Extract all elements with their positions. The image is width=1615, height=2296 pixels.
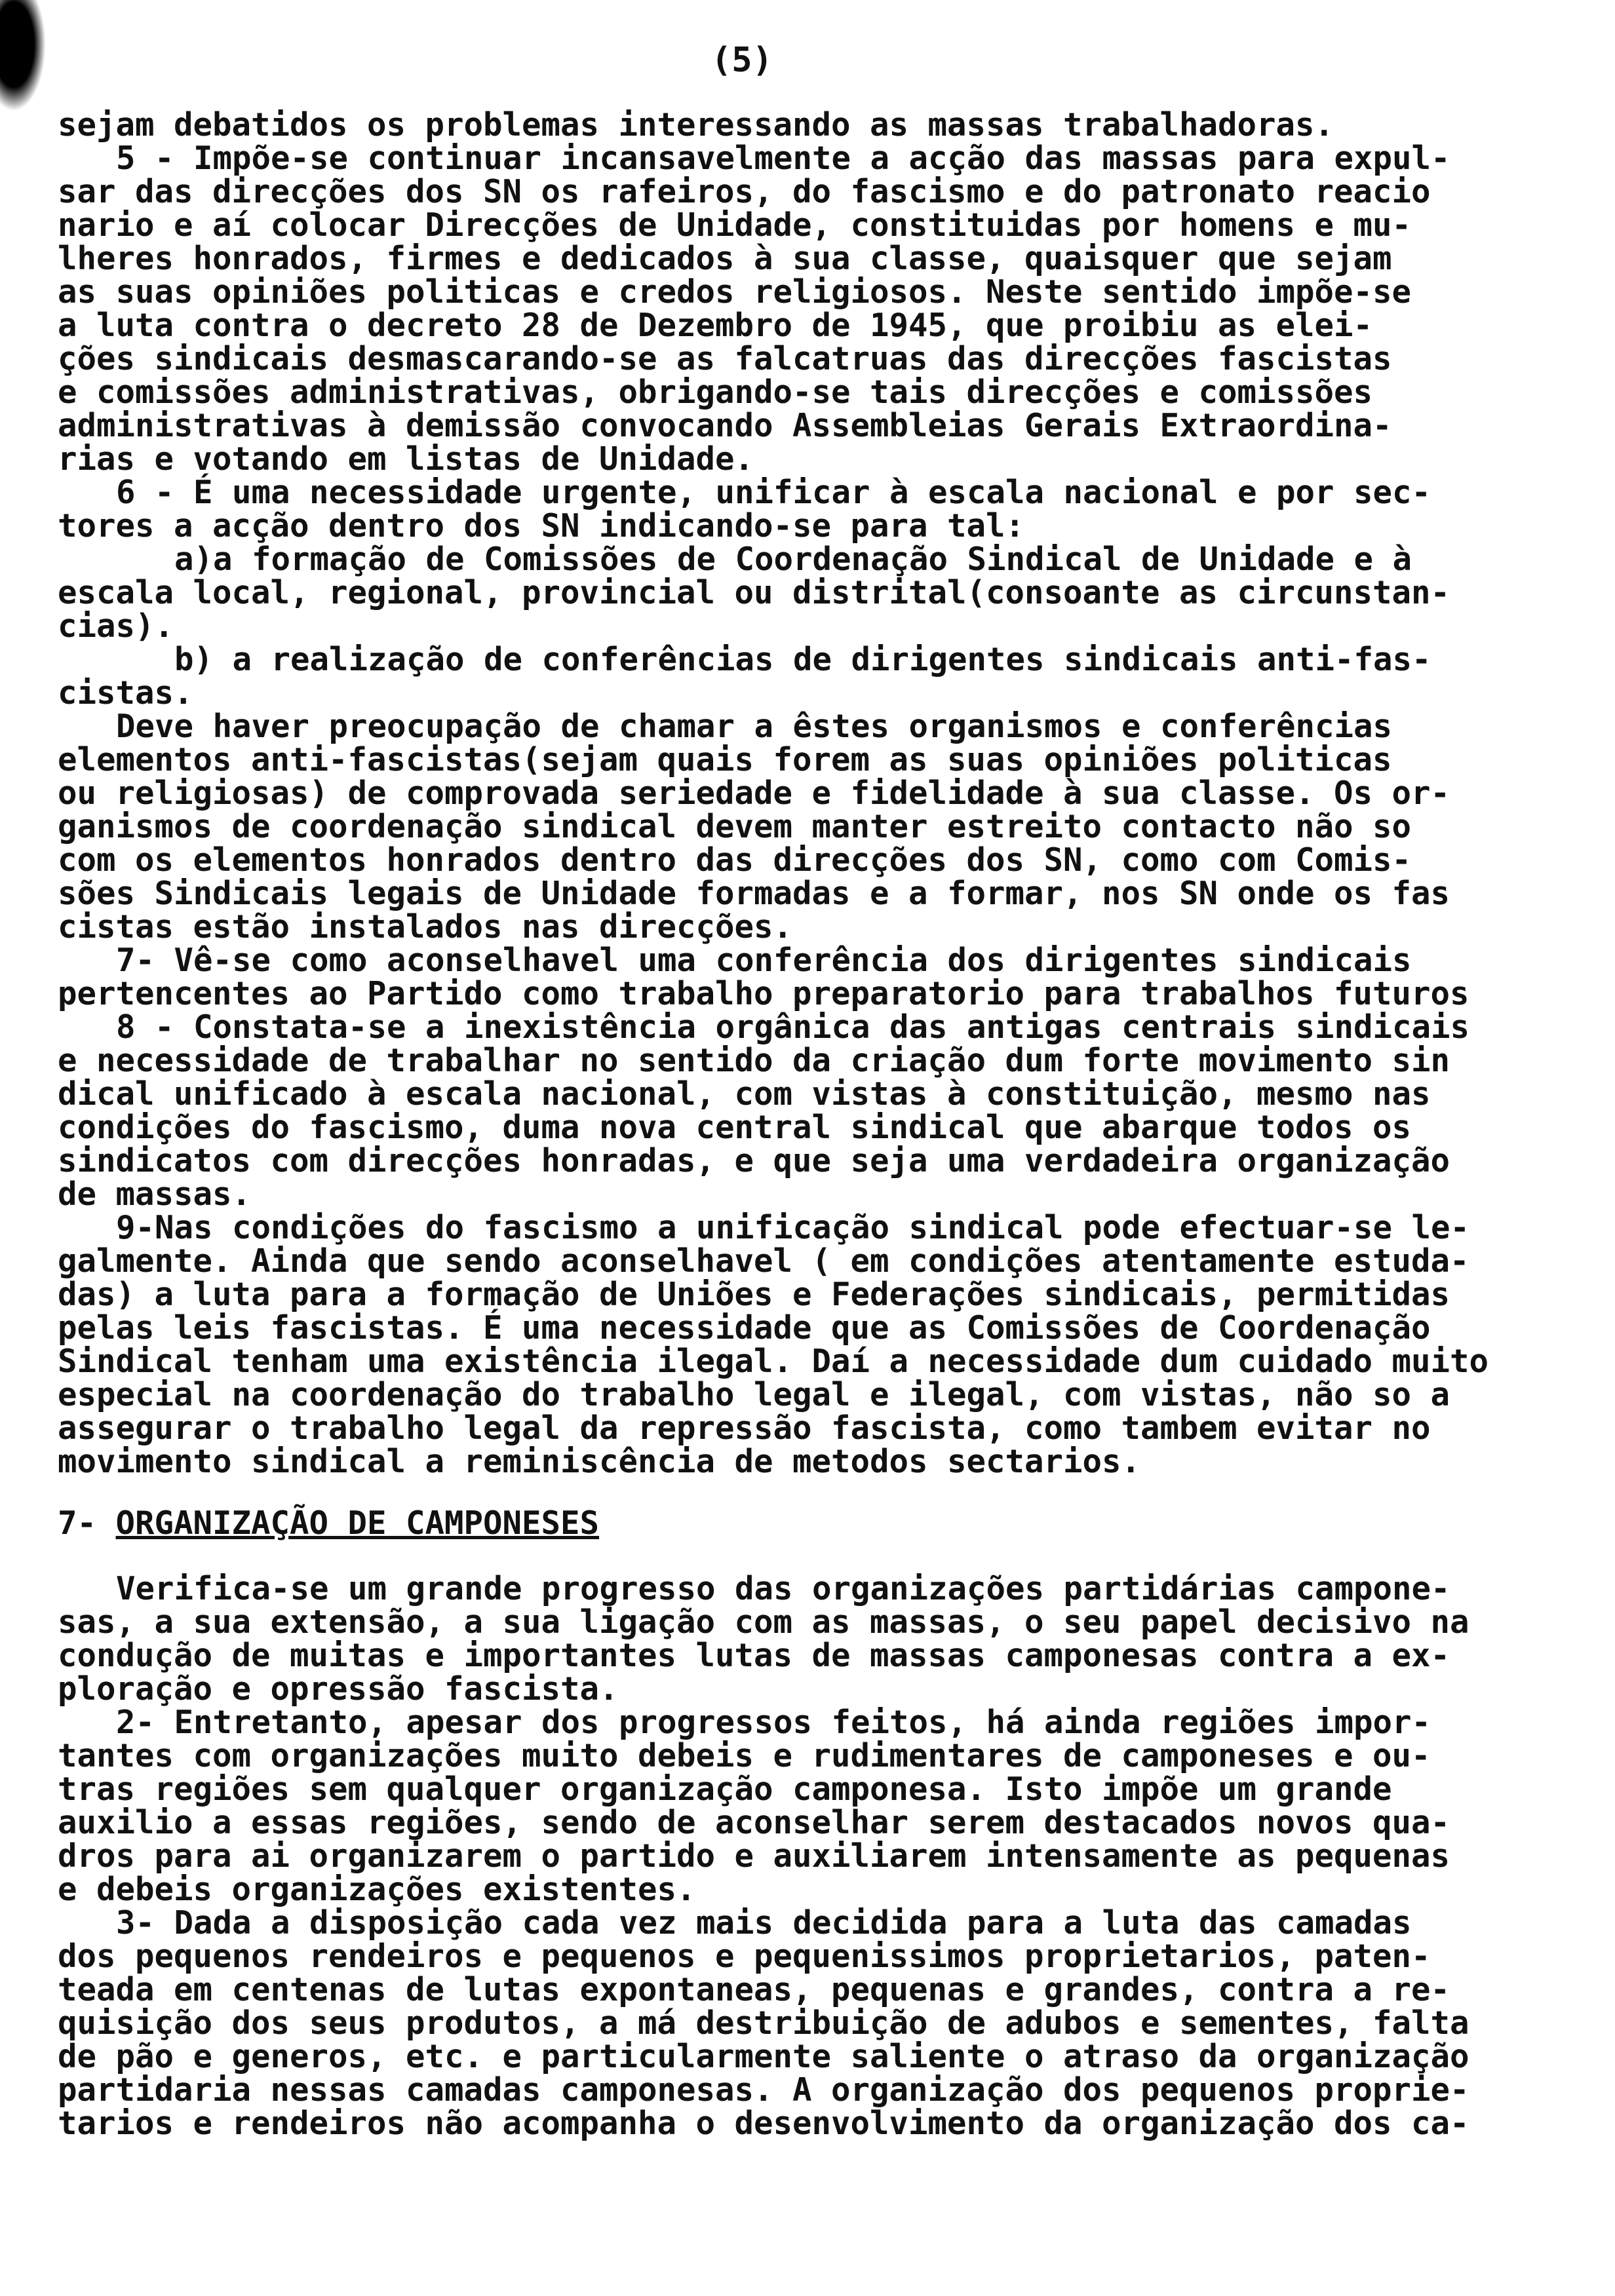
text-line: de pão e generos, etc. e particularmente saliente o atraso da organização (58, 2038, 1469, 2075)
text-line: sas, a sua extensão, a sua ligação com as massas, o seu papel decisivo na (58, 1603, 1469, 1641)
text-line: 5 - Impõe-se continuar incansavelmente a acção das massas para expul- (116, 140, 1450, 177)
text-line: quisição dos seus produtos, a má destribuição de adubos e sementes, falta (58, 2004, 1469, 2042)
text-line: de massas. (58, 1176, 252, 1213)
text-line: Verifica-se um grande progresso das organizações partidárias campone- (116, 1570, 1450, 1607)
page-number: (5) (711, 41, 773, 80)
text-line: nario e aí colocar Direcções de Unidade, constituidas por homens e mu- (58, 206, 1412, 244)
text-line: 8 - Constata-se a inexistência orgânica das antigas centrais sindicais (116, 1008, 1470, 1046)
text-line: auxilio a essas regiões, sendo de aconselhar serem destacados novos qua- (58, 1804, 1450, 1841)
text-line: 6 - É uma necessidade urgente, unificar à escala nacional e por sec- (116, 474, 1431, 511)
text-line: 9-Nas condições do fascismo a unificação sindical pode efectuar-se le- (116, 1209, 1470, 1246)
text-line: rias e votando em listas de Unidade. (58, 440, 754, 478)
text-line: Deve haver preocupação de chamar a êstes organismos e conferências (116, 708, 1393, 745)
text-line: cistas. (58, 674, 193, 712)
text-line: dos pequenos rendeiros e pequenos e pequenissimos proprietarios, paten- (58, 1938, 1431, 1975)
text-line: administrativas à demissão convocando Assembleias Gerais Extraordina- (58, 407, 1392, 444)
text-line: tores a acção dentro dos SN indicando-se para tal: (58, 507, 1025, 545)
heading-title: ORGANIZAÇÃO DE CAMPONESES (115, 1504, 600, 1542)
text-line: b) a realização de conferências de dirigentes sindicais anti-fas- (174, 641, 1431, 678)
text-line: Sindical tenham uma existência ilegal. Daí a necessidade dum cuidado muito (58, 1343, 1489, 1380)
text-line: condução de muitas e importantes lutas de massas camponesas contra a ex- (58, 1637, 1450, 1674)
section-heading (58, 1504, 1565, 1542)
text-line: teada em centenas de lutas expontaneas, pequenas e grandes, contra a re- (58, 1971, 1450, 2008)
text-line: especial na coordenação do trabalho legal e ilegal, com vistas, não so a (58, 1376, 1450, 1413)
text-line: assegurar o trabalho legal da repressão fascista, como tambem evitar no (58, 1409, 1431, 1447)
text-line: cistas estão instalados nas direcções. (58, 908, 793, 946)
text-line: e comissões administrativas, obrigando-se tais direcções e comissões (58, 373, 1373, 411)
text-line: dical unificado à escala nacional, com vistas à constituição, mesmo nas (58, 1075, 1431, 1113)
section-peasants (58, 1572, 1565, 2140)
text-line: escala local, regional, provincial ou distrital(consoante as circunstan- (58, 574, 1450, 611)
text-line: tantes com organizações muito debeis e rudimentares de camponeses e ou- (58, 1737, 1431, 1774)
text-line: sar das direcções dos SN os rafeiros, do fascismo e do patronato reacio (58, 173, 1431, 210)
text-line: pertencentes ao Partido como trabalho preparatorio para trabalhos futuros (58, 975, 1469, 1012)
text-line: sindicatos com direcções honradas, e que seja uma verdadeira organização (58, 1142, 1450, 1179)
text-line: tras regiões sem qualquer organização camponesa. Isto impõe um grande (58, 1770, 1392, 1808)
text-line: 2- Entretanto, apesar dos progressos feitos, há ainda regiões impor- (116, 1704, 1431, 1741)
text-line: ou religiosas) de comprovada seriedade e fidelidade à sua classe. Os or- (58, 775, 1450, 812)
text-line: tarios e rendeiros não acompanha o desenvolvimento da organização dos ca- (58, 2105, 1469, 2142)
text-line: e debeis organizações existentes. (58, 1871, 696, 1908)
text-line: pelas leis fascistas. É uma necessidade que as Comissões de Coordenação (58, 1309, 1431, 1347)
text-line: as suas opiniões politicas e credos religiosos. Neste sentido impõe-se (58, 273, 1412, 311)
text-line: lheres honrados, firmes e dedicados à sua classe, quaisquer que sejam (58, 240, 1392, 277)
text-line: sejam debatidos os problemas interessando as massas trabalhadoras. (58, 106, 1334, 144)
text-line: a)a formação de Comissões de Coordenação Sindical de Unidade e à (174, 541, 1412, 578)
text-line: elementos anti-fascistas(sejam quais forem as suas opiniões politicas (58, 741, 1392, 778)
text-line: a luta contra o decreto 28 de Dezembro de 1945, que proibiu as elei- (58, 307, 1373, 344)
text-line: cias). (58, 607, 174, 645)
text-line: com os elementos honrados dentro das direcções dos SN, como com Comis- (58, 841, 1412, 879)
text-line: ploração e opressão fascista. (58, 1670, 619, 1708)
text-line: ganismos de coordenação sindical devem manter estreito contacto não so (58, 808, 1412, 845)
text-line: 7- Vê-se como aconselhavel uma conferência dos dirigentes sindicais (116, 942, 1412, 979)
text-line: partidaria nessas camadas camponesas. A organização dos pequenos proprie- (58, 2071, 1469, 2109)
text-line: 3- Dada a disposição cada vez mais decidida para a luta das camadas (116, 1904, 1412, 1942)
text-line: sões Sindicais legais de Unidade formadas e a formar, nos SN onde os fas (58, 875, 1450, 912)
heading-number: 7- (58, 1504, 116, 1542)
text-line: e necessidade de trabalhar no sentido da criação dum forte movimento sin (58, 1042, 1450, 1079)
section-trade-unions (58, 108, 1565, 1478)
text-line: galmente. Ainda que sendo aconselhavel ( em condições atentamente estuda- (58, 1242, 1469, 1280)
text-line: dros para ai organizarem o partido e auxiliarem intensamente as pequenas (58, 1837, 1450, 1875)
text-line: condições do fascismo, duma nova central sindical que abarque todos os (58, 1109, 1412, 1146)
text-line: ções sindicais desmascarando-se as falcatruas das direcções fascistas (58, 340, 1392, 377)
ink-blot (0, 0, 46, 111)
text-line: das) a luta para a formação de Uniões e Federações sindicais, permitidas (58, 1276, 1450, 1313)
text-line: movimento sindical a reminiscência de metodos sectarios. (58, 1443, 1141, 1480)
